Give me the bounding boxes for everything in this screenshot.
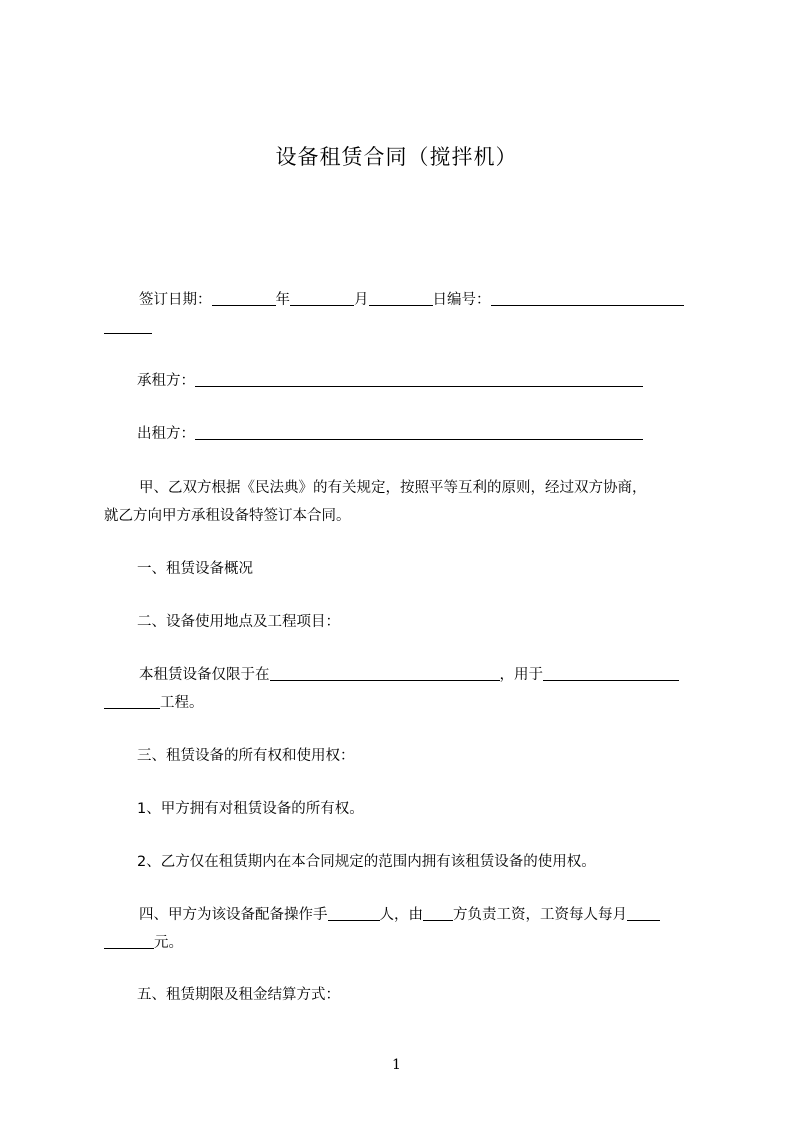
section-4-people: 人，由: [379, 907, 423, 923]
day-number-label: 日编号：: [432, 292, 491, 308]
operator-count-blank: [328, 906, 380, 921]
project-blank: [543, 666, 679, 681]
year-label: 年: [275, 292, 290, 308]
project-blank-tail: [104, 694, 160, 709]
location-blank: [270, 666, 500, 681]
location-line-2: [104, 693, 204, 713]
section-4-party: 方负责工资，工资每人每月: [453, 907, 627, 923]
lessor-line: [137, 424, 643, 444]
wage-blank-tail: [104, 934, 154, 949]
month-label: 月: [354, 292, 369, 308]
section-3-heading: 三、租赁设备的所有权和使用权：: [137, 748, 355, 764]
preamble-line-2: 就乙方向甲方承租设备特签订本合同。: [104, 508, 351, 524]
section-2-heading: 二、设备使用地点及工程项目：: [137, 614, 340, 630]
lessor-label: 出租方：: [137, 426, 195, 442]
location-line: [139, 665, 679, 685]
section-5-heading: 五、租赁期限及租金结算方式：: [137, 987, 340, 1003]
section-4-line: [139, 905, 660, 925]
section-4-line-2: [104, 933, 183, 953]
number-blank: [491, 291, 684, 306]
wage-blank: [627, 906, 660, 921]
lessee-label: 承租方：: [137, 373, 195, 389]
location-suffix: 工程。: [160, 695, 204, 711]
location-middle: ，用于: [499, 667, 543, 683]
section-4-prefix: 四、甲方为该设备配备操作手: [139, 907, 328, 923]
month-blank: [290, 291, 354, 306]
number-blank-continued: [104, 318, 152, 338]
preamble-line-1: 甲、乙双方根据《民法典》的有关规定，按照平等互利的原则，经过双方协商，: [139, 480, 647, 496]
sign-date-line: [139, 290, 684, 310]
lessor-blank: [195, 425, 643, 440]
section-1-heading: 一、租赁设备概况: [137, 561, 253, 577]
day-blank: [369, 291, 433, 306]
lessee-line: [137, 371, 643, 391]
page-number: 1: [392, 1057, 401, 1073]
clause-3-1: 1、甲方拥有对租赁设备的所有权。: [137, 801, 364, 817]
lessee-blank: [195, 372, 643, 387]
party-blank: [423, 906, 453, 921]
document-title: 设备租赁合同（搅拌机）: [275, 145, 518, 169]
clause-3-2: 2、乙方仅在租赁期内在本合同规定的范围内拥有该租赁设备的使用权。: [137, 854, 596, 870]
location-prefix: 本租赁设备仅限于在: [139, 667, 270, 683]
year-blank: [212, 291, 276, 306]
number-blank-tail: [104, 319, 152, 334]
date-label: 签订日期：: [139, 292, 212, 308]
section-4-yuan: 元。: [154, 935, 183, 951]
